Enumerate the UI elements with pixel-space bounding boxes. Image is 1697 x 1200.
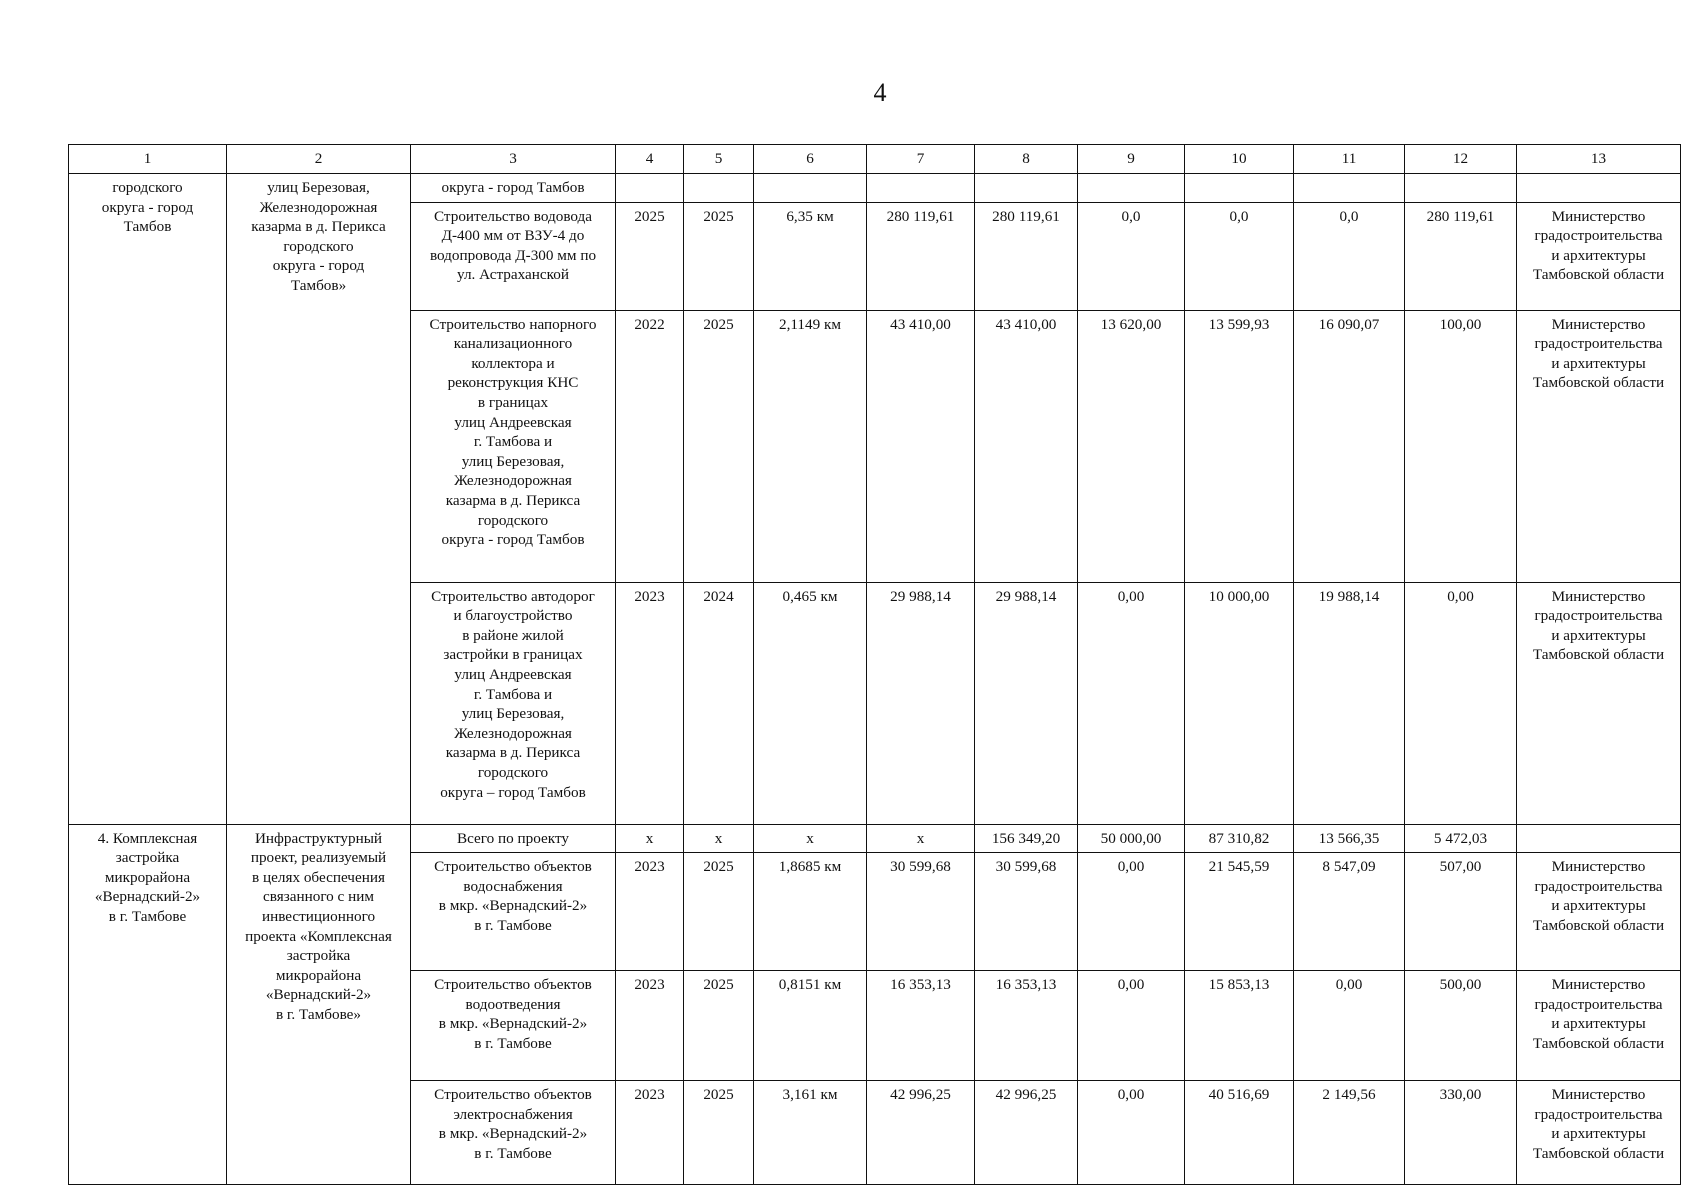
- table-cell-col-3: Строительство напорного канализационного коллектора и реконструкция КНС в границах улиц Андреевская г. Тамбова и улиц Березовая, Железнодорожная казарма в д. Перикса городского округа - город Тамбов: [411, 310, 616, 582]
- table-cell-col-3: Строительство автодорог и благоустройство в районе жилой застройки в границах улиц Андреевская г. Тамбова и улиц Березовая, Железнодорожная казарма в д. Перикса городского округа – город Тамбов: [411, 582, 616, 824]
- table-cell-col-3: Строительство объектов водоснабжения в мкр. «Вернадский-2» в г. Тамбове: [411, 853, 616, 971]
- table-cell-col-7: 16 353,13: [867, 971, 975, 1081]
- table-cell-col-13: [1517, 174, 1681, 203]
- table-cell-col-8: 156 349,20: [975, 824, 1078, 853]
- table-cell-col-3: Строительство водовода Д-400 мм от ВЗУ-4 до водопровода Д-300 мм по ул. Астраханской: [411, 202, 616, 310]
- table-cell-col-5: 2025: [684, 971, 754, 1081]
- table-cell-col-9: 13 620,00: [1078, 310, 1185, 582]
- table-cell-col-13: Министерство градостроительства и архитектуры Тамбовской области: [1517, 971, 1681, 1081]
- table-cell-col-4: 2022: [616, 310, 684, 582]
- table-cell-col-7: х: [867, 824, 975, 853]
- column-number-9: 9: [1078, 145, 1185, 174]
- table-cell-col-11: 0,00: [1294, 971, 1405, 1081]
- table-cell-col-12: 100,00: [1405, 310, 1517, 582]
- table-cell-col-4: х: [616, 824, 684, 853]
- table-cell-col-8: 29 988,14: [975, 582, 1078, 824]
- table-row: [69, 824, 1681, 853]
- table-cell-col-11: 0,0: [1294, 202, 1405, 310]
- table-cell-col-7: 29 988,14: [867, 582, 975, 824]
- column-number-2: 2: [227, 145, 411, 174]
- table-cell-col-13: Министерство градостроительства и архитектуры Тамбовской области: [1517, 582, 1681, 824]
- table-cell-col-10: [1185, 174, 1294, 203]
- table-cell-col-6: 0,8151 км: [754, 971, 867, 1081]
- column-number-1: 1: [69, 145, 227, 174]
- table-cell-col-9: 0,0: [1078, 202, 1185, 310]
- table-cell-col-6: 2,1149 км: [754, 310, 867, 582]
- column-number-4: 4: [616, 145, 684, 174]
- table-cell-col-6: х: [754, 824, 867, 853]
- table-cell-col-3: Строительство объектов электроснабжения в мкр. «Вернадский-2» в г. Тамбове: [411, 1081, 616, 1185]
- table-cell-col-6: 6,35 км: [754, 202, 867, 310]
- table-cell-col-4: 2023: [616, 1081, 684, 1185]
- column-number-11: 11: [1294, 145, 1405, 174]
- table-cell-col-8: 280 119,61: [975, 202, 1078, 310]
- table-cell-col-4: [616, 174, 684, 203]
- table-cell-col-7: 280 119,61: [867, 202, 975, 310]
- projects-table: [68, 144, 1681, 1185]
- table-cell-col-13: Министерство градостроительства и архитектуры Тамбовской области: [1517, 202, 1681, 310]
- table-cell-col-10: 21 545,59: [1185, 853, 1294, 971]
- table-cell-col-3: Строительство объектов водоотведения в мкр. «Вернадский-2» в г. Тамбове: [411, 971, 616, 1081]
- table-cell-col-7: [867, 174, 975, 203]
- table-cell-col-8: 42 996,25: [975, 1081, 1078, 1185]
- table-cell-col-9: [1078, 174, 1185, 203]
- table-cell-col-12: 0,00: [1405, 582, 1517, 824]
- table-row: [69, 174, 1681, 203]
- table-cell-col-6: 0,465 км: [754, 582, 867, 824]
- table-cell-col-12: 500,00: [1405, 971, 1517, 1081]
- table-cell-col-11: 16 090,07: [1294, 310, 1405, 582]
- column-number-5: 5: [684, 145, 754, 174]
- table-cell-col-7: 42 996,25: [867, 1081, 975, 1185]
- project-name-cell: городского округа - город Тамбов: [69, 174, 227, 825]
- table-cell-col-6: 3,161 км: [754, 1081, 867, 1185]
- project-description-cell: Инфраструктурный проект, реализуемый в целях обеспечения связанного с ним инвестиционного проекта «Комплексная застройка микрорайона «Вернадский-2» в г. Тамбове»: [227, 824, 411, 1185]
- table-cell-col-8: 30 599,68: [975, 853, 1078, 971]
- table-cell-col-5: [684, 174, 754, 203]
- table-cell-col-8: 43 410,00: [975, 310, 1078, 582]
- table-cell-col-12: 507,00: [1405, 853, 1517, 971]
- table-cell-col-11: 8 547,09: [1294, 853, 1405, 971]
- table-cell-col-3: Всего по проекту: [411, 824, 616, 853]
- table-cell-col-8: 16 353,13: [975, 971, 1078, 1081]
- table-cell-col-10: 87 310,82: [1185, 824, 1294, 853]
- table-cell-col-6: 1,8685 км: [754, 853, 867, 971]
- table-cell-col-8: [975, 174, 1078, 203]
- column-number-3: 3: [411, 145, 616, 174]
- table-cell-col-5: 2025: [684, 853, 754, 971]
- table-cell-col-5: 2024: [684, 582, 754, 824]
- table-cell-col-5: х: [684, 824, 754, 853]
- column-number-13: 13: [1517, 145, 1681, 174]
- column-number-8: 8: [975, 145, 1078, 174]
- table-cell-col-10: 10 000,00: [1185, 582, 1294, 824]
- column-number-12: 12: [1405, 145, 1517, 174]
- table-cell-col-10: 15 853,13: [1185, 971, 1294, 1081]
- table-cell-col-11: [1294, 174, 1405, 203]
- table-cell-col-3: округа - город Тамбов: [411, 174, 616, 203]
- project-description-cell: улиц Березовая, Железнодорожная казарма в д. Перикса городского округа - город Тамбов»: [227, 174, 411, 825]
- table-cell-col-11: 13 566,35: [1294, 824, 1405, 853]
- table-cell-col-9: 0,00: [1078, 1081, 1185, 1185]
- table-cell-col-10: 0,0: [1185, 202, 1294, 310]
- table-cell-col-5: 2025: [684, 310, 754, 582]
- table-cell-col-9: 0,00: [1078, 853, 1185, 971]
- table-cell-col-13: Министерство градостроительства и архитектуры Тамбовской области: [1517, 310, 1681, 582]
- project-name-cell: 4. Комплексная застройка микрорайона «Вернадский-2» в г. Тамбове: [69, 824, 227, 1185]
- header-row: [69, 145, 1681, 174]
- table-cell-col-7: 30 599,68: [867, 853, 975, 971]
- table-cell-col-11: 19 988,14: [1294, 582, 1405, 824]
- table-cell-col-6: [754, 174, 867, 203]
- table-body: [69, 174, 1681, 1185]
- table-cell-col-12: 330,00: [1405, 1081, 1517, 1185]
- table-cell-col-10: 40 516,69: [1185, 1081, 1294, 1185]
- table-cell-col-4: 2023: [616, 971, 684, 1081]
- table-cell-col-10: 13 599,93: [1185, 310, 1294, 582]
- table-cell-col-5: 2025: [684, 202, 754, 310]
- table-cell-col-11: 2 149,56: [1294, 1081, 1405, 1185]
- table-cell-col-9: 0,00: [1078, 582, 1185, 824]
- column-number-10: 10: [1185, 145, 1294, 174]
- column-number-6: 6: [754, 145, 867, 174]
- table-cell-col-4: 2025: [616, 202, 684, 310]
- table-cell-col-7: 43 410,00: [867, 310, 975, 582]
- page-number: 4: [873, 78, 887, 107]
- table-cell-col-4: 2023: [616, 582, 684, 824]
- table-cell-col-13: Министерство градостроительства и архитектуры Тамбовской области: [1517, 853, 1681, 971]
- table-cell-col-9: 50 000,00: [1078, 824, 1185, 853]
- table-cell-col-12: 5 472,03: [1405, 824, 1517, 853]
- table-cell-col-5: 2025: [684, 1081, 754, 1185]
- table-cell-col-12: [1405, 174, 1517, 203]
- table-cell-col-12: 280 119,61: [1405, 202, 1517, 310]
- column-number-7: 7: [867, 145, 975, 174]
- table-cell-col-13: [1517, 824, 1681, 853]
- table-cell-col-13: Министерство градостроительства и архитектуры Тамбовской области: [1517, 1081, 1681, 1185]
- table-cell-col-9: 0,00: [1078, 971, 1185, 1081]
- table-cell-col-4: 2023: [616, 853, 684, 971]
